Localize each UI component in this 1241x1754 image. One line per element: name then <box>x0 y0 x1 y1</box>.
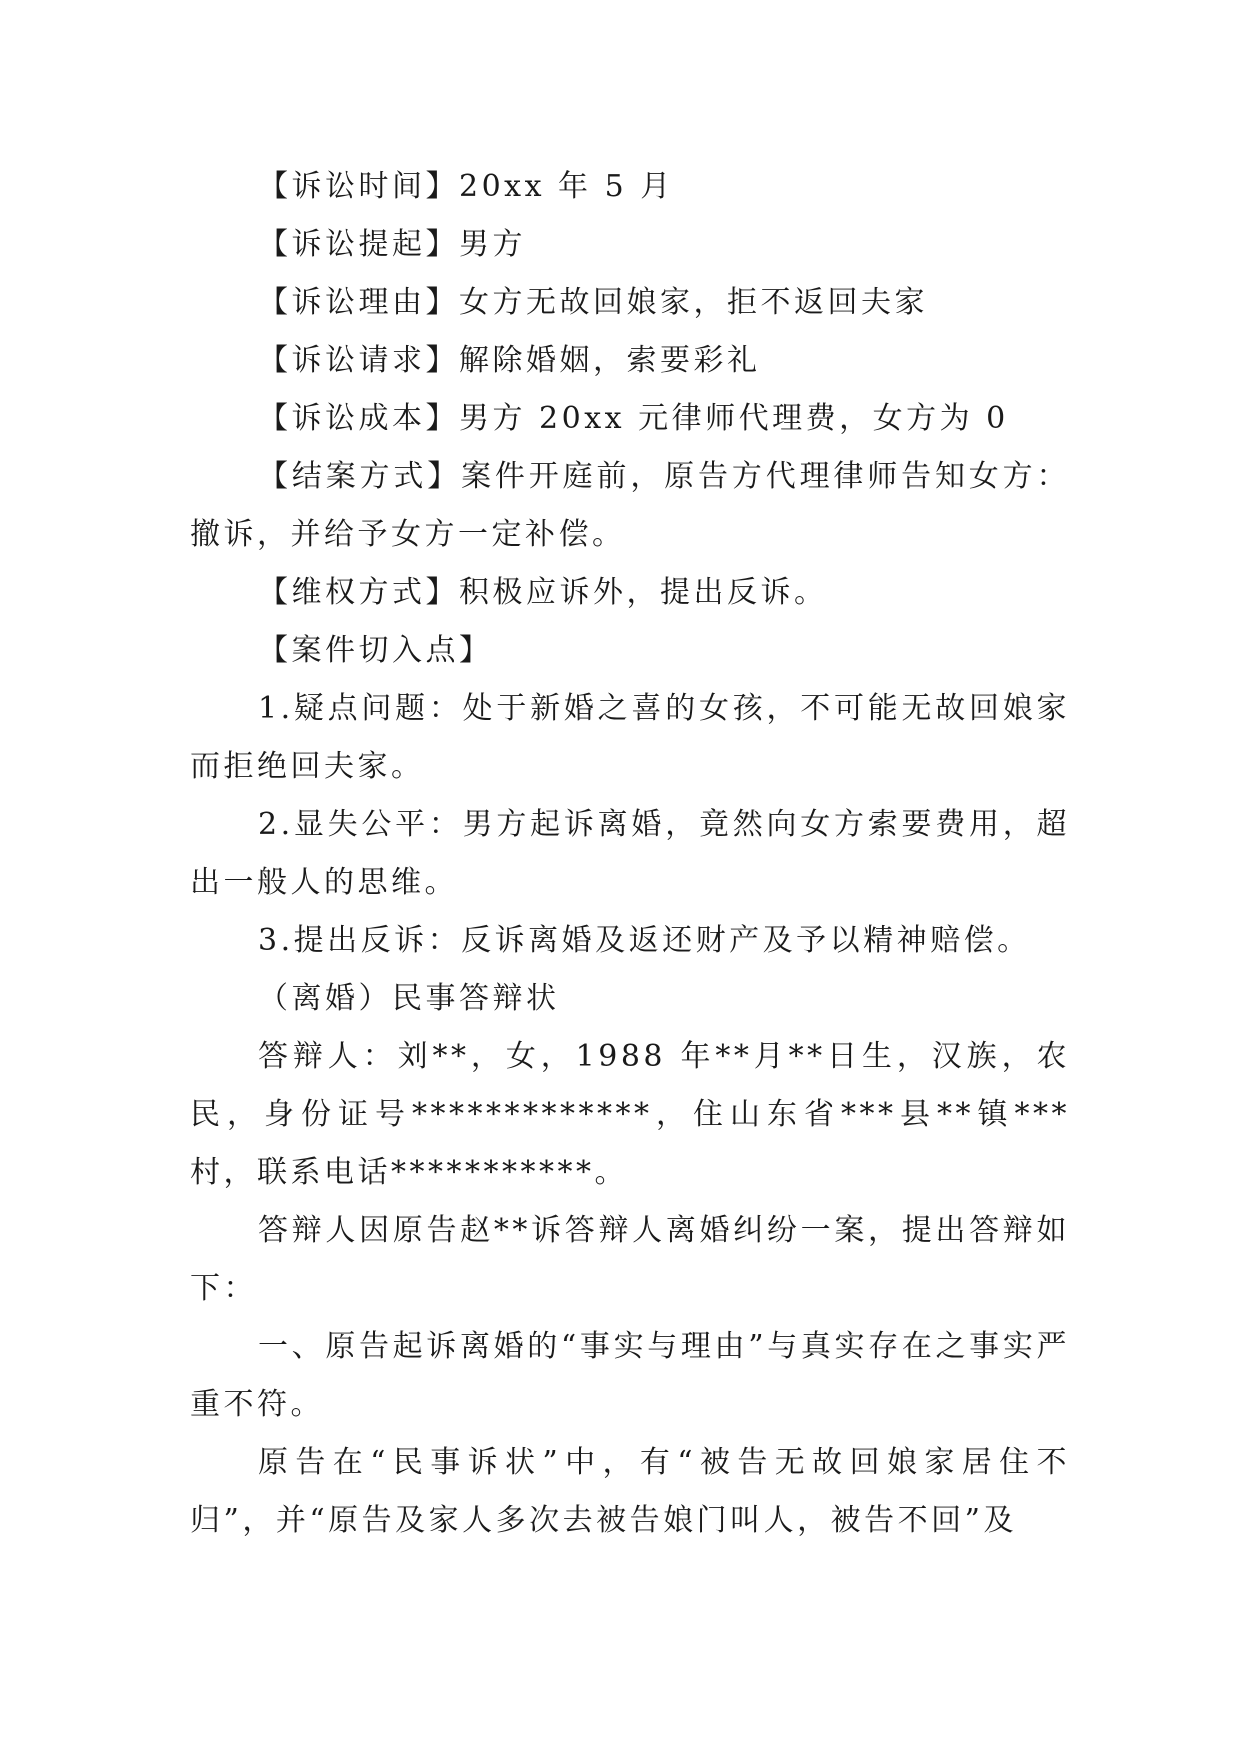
paragraph-plaintiff-claims: 原告在“民事诉状”中，有“被告无故回娘家居住不归”，并“原告及家人多次去被告娘门叫人，被告不回”及 <box>190 1445 1070 1538</box>
paragraph-litigation-reason: 【诉讼理由】女方无故回娘家，拒不返回夫家 <box>258 285 928 320</box>
paragraph-case-entry-point: 【案件切入点】 <box>258 633 493 668</box>
paragraph-rights-protection: 【维权方式】积极应诉外，提出反诉。 <box>258 575 828 610</box>
paragraph-litigation-cost: 【诉讼成本】男方 20xx 元律师代理费，女方为 0 <box>258 401 1009 436</box>
paragraph-litigation-request: 【诉讼请求】解除婚姻，索要彩礼 <box>258 343 761 378</box>
paragraph-litigation-time: 【诉讼时间】20xx 年 5 月 <box>258 169 674 204</box>
paragraph-litigation-initiator: 【诉讼提起】男方 <box>258 227 526 262</box>
paragraph-respondent-info: 答辩人：刘**，女，1988 年**月**日生，汉族，农民，身份证号*************，住山东省***县**镇***村，联系电话***********。 <box>190 1039 1070 1190</box>
paragraph-point-2: 2.显失公平：男方起诉离婚，竟然向女方索要费用，超出一般人的思维。 <box>190 807 1070 900</box>
paragraph-defense-title: （离婚）民事答辩状 <box>258 981 560 1016</box>
paragraph-point-3: 3.提出反诉：反诉离婚及返还财产及予以精神赔偿。 <box>258 923 1031 958</box>
paragraph-point-1: 1.疑点问题：处于新婚之喜的女孩，不可能无故回娘家而拒绝回夫家。 <box>190 691 1070 784</box>
document-body <box>190 158 1070 1550</box>
paragraph-defense-intro: 答辩人因原告赵**诉答辩人离婚纠纷一案，提出答辩如下： <box>190 1213 1070 1306</box>
paragraph-defense-point-1: 一、原告起诉离婚的“事实与理由”与真实存在之事实严重不符。 <box>190 1329 1070 1422</box>
paragraph-settlement-method: 【结案方式】案件开庭前，原告方代理律师告知女方：撤诉，并给予女方一定补偿。 <box>190 459 1070 552</box>
